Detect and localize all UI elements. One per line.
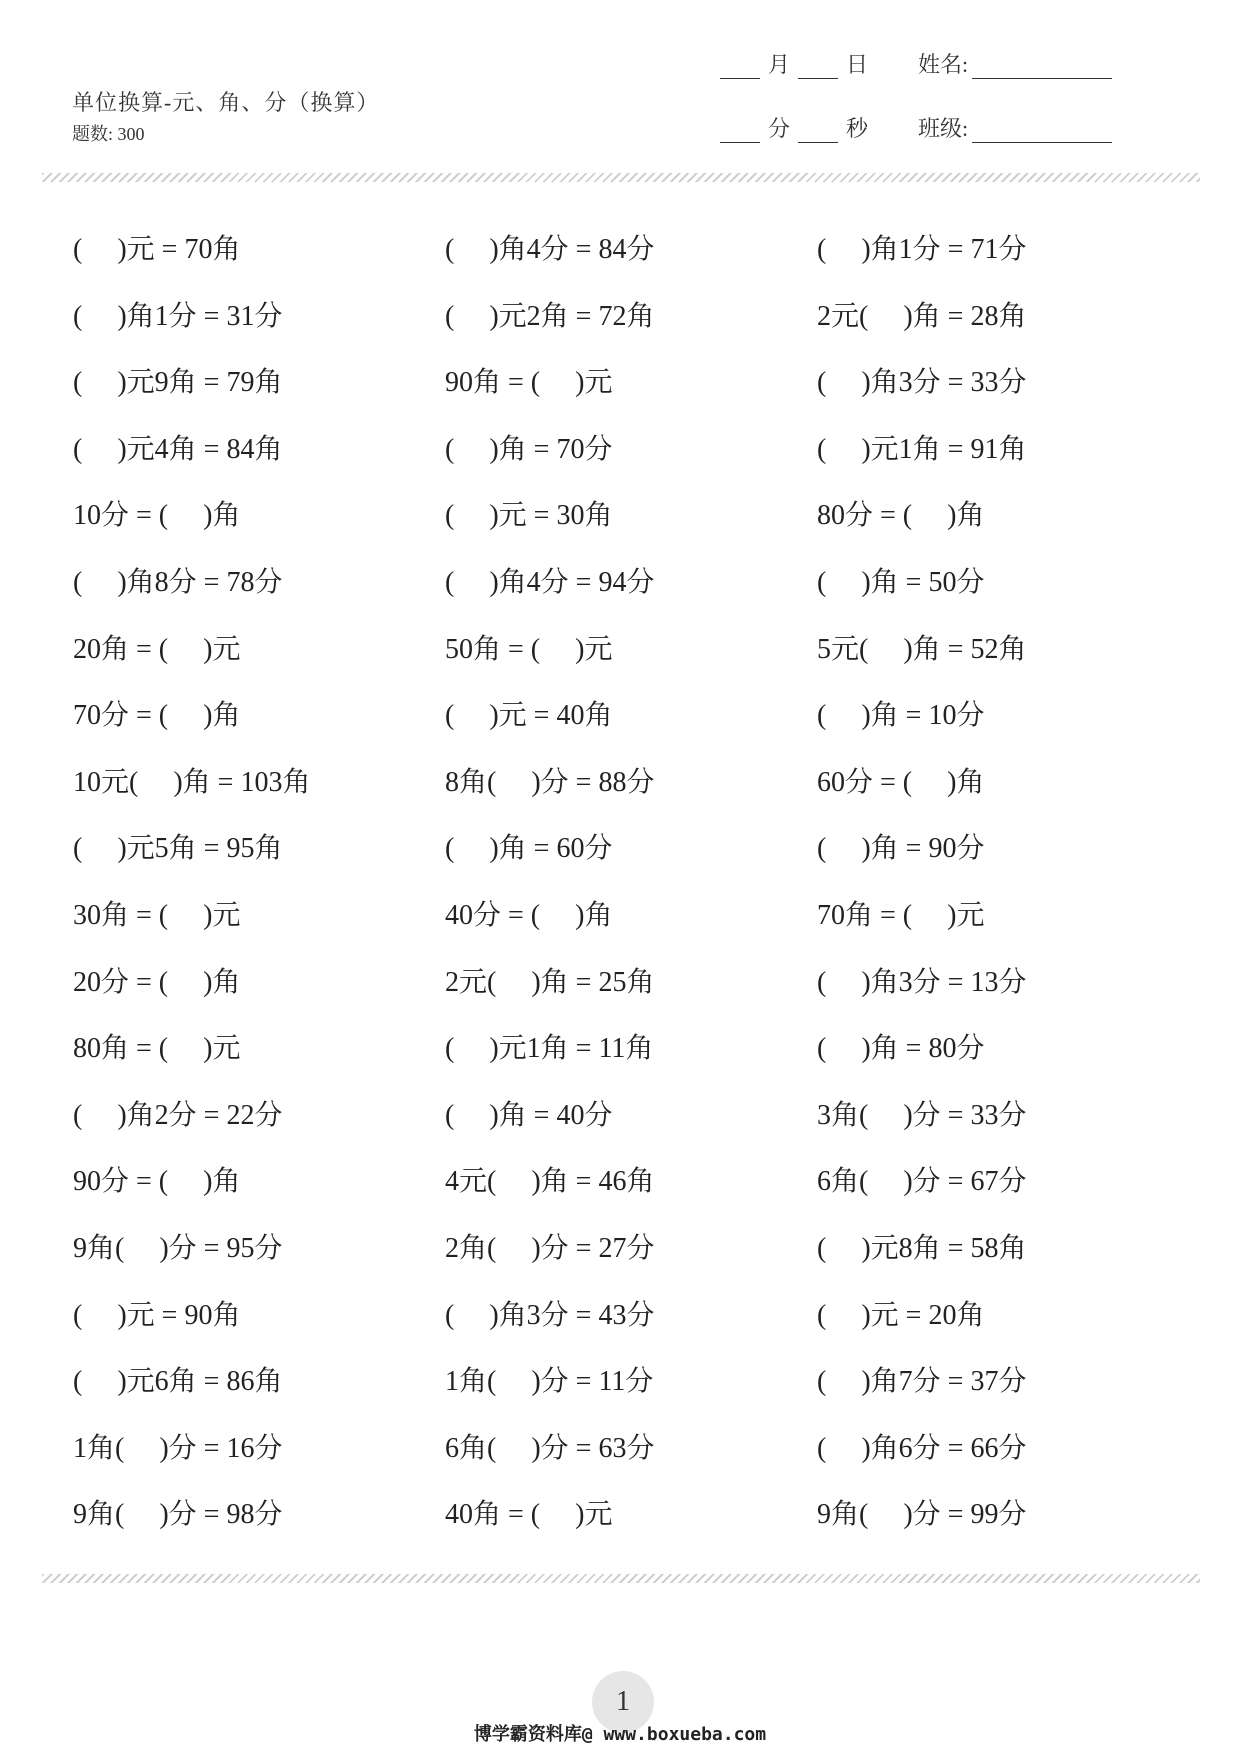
date-fields <box>720 48 868 79</box>
name-label: 姓名: <box>918 52 969 77</box>
problem-item: ( )角4分 = 84分 <box>445 234 655 265</box>
problem-item: 4元( )角 = 46角 <box>445 1166 655 1198</box>
problem-item: 3角( )分 = 33分 <box>817 1099 1027 1131</box>
problem-item: ( )元 = 20角 <box>817 1299 985 1331</box>
problem-item: 6角( )分 = 63分 <box>445 1432 655 1464</box>
problem-item: 1角( )分 = 16分 <box>73 1432 283 1464</box>
day-label: 日 <box>846 52 869 77</box>
problem-item: 9角( )分 = 98分 <box>73 1499 283 1531</box>
worksheet-title: 单位换算-元、角、分（换算） <box>72 90 380 115</box>
problem-item: ( )元2角 = 72角 <box>445 300 655 332</box>
problem-item: ( )角 = 80分 <box>817 1033 985 1065</box>
problem-item: ( )元 = 30角 <box>445 500 613 532</box>
problem-item: 30角 = ( )元 <box>73 899 241 931</box>
problem-item: ( )角3分 = 33分 <box>817 367 1027 399</box>
class-field <box>918 112 1112 143</box>
problem-item: 10元( )角 = 103角 <box>73 766 311 798</box>
problem-item: 2元( )角 = 25角 <box>445 966 655 998</box>
month-blank[interactable] <box>720 56 760 79</box>
problem-item: ( )元4角 = 84角 <box>73 433 283 465</box>
problem-item: 20角 = ( )元 <box>73 633 241 665</box>
problem-item: ( )角6分 = 66分 <box>817 1432 1027 1464</box>
problem-item: 80角 = ( )元 <box>73 1033 241 1065</box>
problem-item: 70角 = ( )元 <box>817 899 985 931</box>
day-blank[interactable] <box>798 56 838 79</box>
problem-item: ( )角7分 = 37分 <box>817 1366 1027 1398</box>
problem-item: 40角 = ( )元 <box>445 1499 613 1531</box>
problem-item: 9角( )分 = 99分 <box>817 1499 1027 1531</box>
problems-grid <box>73 236 1193 1568</box>
problem-item: ( )元1角 = 11角 <box>445 1033 654 1065</box>
page-number: 1 <box>592 1671 654 1733</box>
problem-item: ( )角3分 = 43分 <box>445 1299 655 1331</box>
problem-item: 10分 = ( )角 <box>73 500 241 532</box>
problem-item: ( )元 = 90角 <box>73 1299 241 1331</box>
problem-item: ( )元1角 = 91角 <box>817 433 1027 465</box>
problem-item: ( )角 = 40分 <box>445 1099 613 1131</box>
problem-item: ( )角 = 90分 <box>817 833 985 865</box>
problem-item: ( )元8角 = 58角 <box>817 1232 1027 1264</box>
problem-item: ( )元9角 = 79角 <box>73 367 283 399</box>
problem-item: 5元( )角 = 52角 <box>817 633 1027 665</box>
problem-item: 90分 = ( )角 <box>73 1166 241 1198</box>
problem-item: 90角 = ( )元 <box>445 367 613 399</box>
footer-source: 博学霸资料库@ www.boxueba.com <box>473 1724 767 1745</box>
problem-item: 2角( )分 = 27分 <box>445 1232 655 1264</box>
problem-item: ( )角1分 = 71分 <box>817 234 1027 265</box>
problem-item: ( )角 = 10分 <box>817 700 985 732</box>
minute-label: 分 <box>768 116 791 141</box>
name-field <box>918 48 1112 79</box>
problem-item: ( )角4分 = 94分 <box>445 566 655 598</box>
bottom-divider <box>42 1574 1200 1583</box>
problem-item: ( )角2分 = 22分 <box>73 1099 283 1131</box>
problem-item: 20分 = ( )角 <box>73 966 241 998</box>
problem-count: 题数: 300 <box>72 124 145 144</box>
problem-item: 60分 = ( )角 <box>817 766 985 798</box>
problem-item: 8角( )分 = 88分 <box>445 766 655 798</box>
problem-item: 9角( )分 = 95分 <box>73 1232 283 1264</box>
time-fields <box>720 112 868 143</box>
problem-item: ( )角8分 = 78分 <box>73 566 283 598</box>
problem-item: ( )元6角 = 86角 <box>73 1366 283 1398</box>
class-label: 班级: <box>918 116 969 141</box>
problem-item: ( )角1分 = 31分 <box>73 300 283 332</box>
class-blank[interactable] <box>972 120 1112 143</box>
name-blank[interactable] <box>972 56 1112 79</box>
problem-item: 80分 = ( )角 <box>817 500 985 532</box>
second-label: 秒 <box>846 116 869 141</box>
top-divider <box>42 173 1200 182</box>
problem-item: 70分 = ( )角 <box>73 700 241 732</box>
problem-item: ( )角 = 50分 <box>817 566 985 598</box>
problem-item: 40分 = ( )角 <box>445 899 613 931</box>
problem-item: ( )角 = 70分 <box>445 433 613 465</box>
problem-item: 1角( )分 = 11分 <box>445 1366 654 1398</box>
problem-item: ( )元5角 = 95角 <box>73 833 283 865</box>
problem-item: 50角 = ( )元 <box>445 633 613 665</box>
problem-item: 6角( )分 = 67分 <box>817 1166 1027 1198</box>
month-label: 月 <box>768 52 791 77</box>
second-blank[interactable] <box>798 120 838 143</box>
problem-item: ( )角3分 = 13分 <box>817 966 1027 998</box>
problem-item: ( )角 = 60分 <box>445 833 613 865</box>
problem-item: 2元( )角 = 28角 <box>817 300 1027 332</box>
problem-item: ( )元 = 70角 <box>73 234 241 265</box>
minute-blank[interactable] <box>720 120 760 143</box>
problem-item: ( )元 = 40角 <box>445 700 613 732</box>
